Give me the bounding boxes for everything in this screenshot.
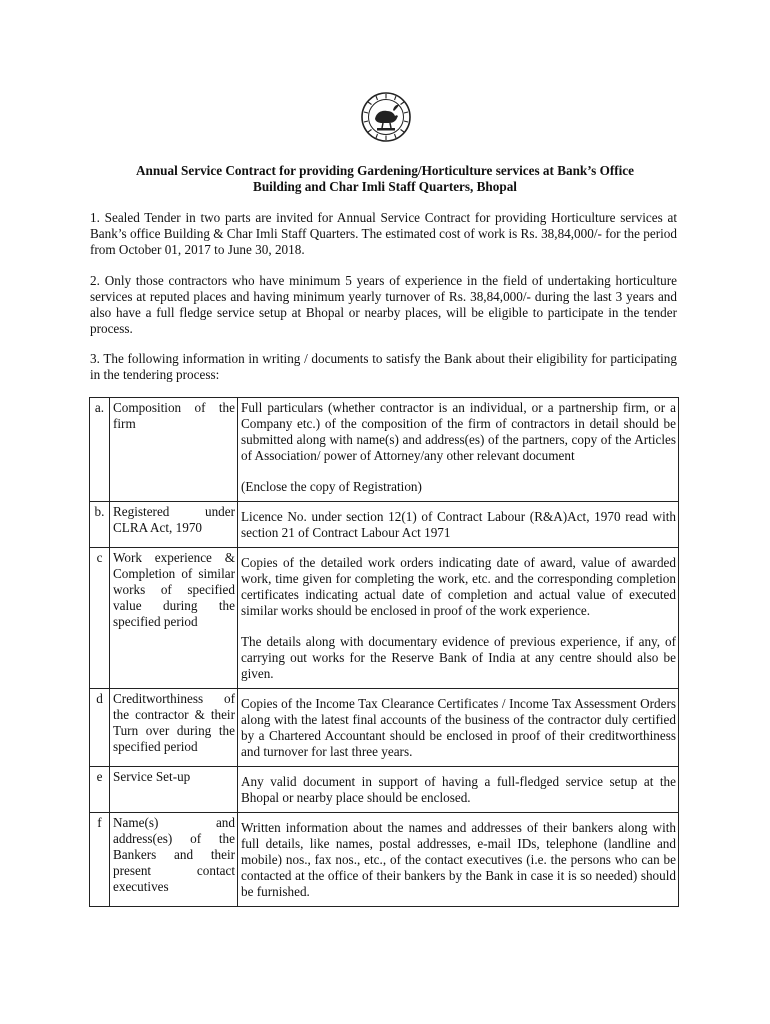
row-letter: f: [90, 813, 110, 907]
document-title-line-2: Building and Char Imli Staff Quarters, Bhopal: [253, 179, 517, 194]
row-letter: b.: [90, 502, 110, 548]
table-row: [90, 813, 679, 907]
row-item: Service Set-up: [110, 767, 238, 813]
table-row: [90, 398, 679, 502]
row-detail-note: The details along with documentary evidence of previous experience, if any, of carrying out works for the Reserve Bank of India at any centre should also be given.: [241, 634, 676, 681]
table-row: [90, 689, 679, 767]
row-detail: [238, 398, 679, 502]
row-detail: [238, 689, 679, 767]
row-detail-text: Copies of the detailed work orders indicating date of award, value of awarded work, time given for completing the work, etc. and the corresponding completion certificates indicating actual date of completion and actual value of executed similar works should be enclosed in proof of the work experience.: [241, 555, 676, 618]
paragraph-2: 2. Only those contractors who have minimum 5 years of experience in the field of undertaking horticulture services at reputed places and having minimum yearly turnover of Rs. 38,84,000/- during the last 3 years and also have a full fledge service setup at Bhopal or nearby places, will be eligible to participate in the tender process.: [90, 273, 677, 336]
row-letter: a.: [90, 398, 110, 502]
row-item: Registered under CLRA Act, 1970: [110, 502, 238, 548]
row-letter: e: [90, 767, 110, 813]
row-item: Work experience & Completion of similar works of specified value during the specified period: [110, 548, 238, 689]
document-title-line-1: Annual Service Contract for providing Gardening/Horticulture services at Bank’s Office: [135, 163, 635, 178]
paragraph-3: 3. The following information in writing / documents to satisfy the Bank about their eligibility for participating in the tendering process:: [90, 351, 677, 382]
paragraph-1: 1. Sealed Tender in two parts are invited for Annual Service Contract for providing Horticulture services at Bank’s office Building & Char Imli Staff Quarters. The estimated cost of work is Rs. 38,84,000/- for the period from October 01, 2017 to June 30, 2018.: [90, 210, 677, 257]
row-detail-text: Licence No. under section 12(1) of Contract Labour (R&A)Act, 1970 read with section 21 of Contract Labour Act 1971: [241, 509, 676, 540]
bank-emblem-icon: [360, 91, 412, 143]
row-item: Creditworthiness of the contractor & their Turn over during the specified period: [110, 689, 238, 767]
row-detail: [238, 767, 679, 813]
table-row: [90, 767, 679, 813]
table-row: [90, 502, 679, 548]
row-detail-text: Copies of the Income Tax Clearance Certificates / Income Tax Assessment Orders along with the latest final accounts of the business of the contractor duly certified by a Chartered Accountant should be enclosed in proof of their creditworthiness and turnover for last three years.: [241, 696, 676, 759]
row-item: Composition of the firm: [110, 398, 238, 502]
row-letter: d: [90, 689, 110, 767]
table-row: [90, 548, 679, 689]
eligibility-table: [89, 397, 679, 907]
row-item: Name(s) and address(es) of the Bankers and their present contact executives: [110, 813, 238, 907]
row-detail-text: Full particulars (whether contractor is an individual, or a partnership firm, or a Company etc.) of the composition of the firm of contractors in detail should be submitted along with name(s) and address(es) of the partners, copy of the Articles of Association/ power of Attorney/any other relevant document: [241, 400, 676, 463]
row-detail: [238, 548, 679, 689]
row-detail: [238, 502, 679, 548]
row-detail-text: Any valid document in support of having a full-fledged service setup at the Bhopal or nearby place should be enclosed.: [241, 774, 676, 805]
row-detail-text: Written information about the names and addresses of their bankers along with full details, like names, postal addresses, e-mail IDs, telephone (landline and mobile) nos., fax nos., etc., of the contact executives (i.e. the persons who can be contacted at the office of their bankers by the Bank in case it is so needed) should be furnished.: [241, 820, 676, 899]
row-detail-note: (Enclose the copy of Registration): [241, 479, 422, 494]
row-letter: c: [90, 548, 110, 689]
row-detail: [238, 813, 679, 907]
